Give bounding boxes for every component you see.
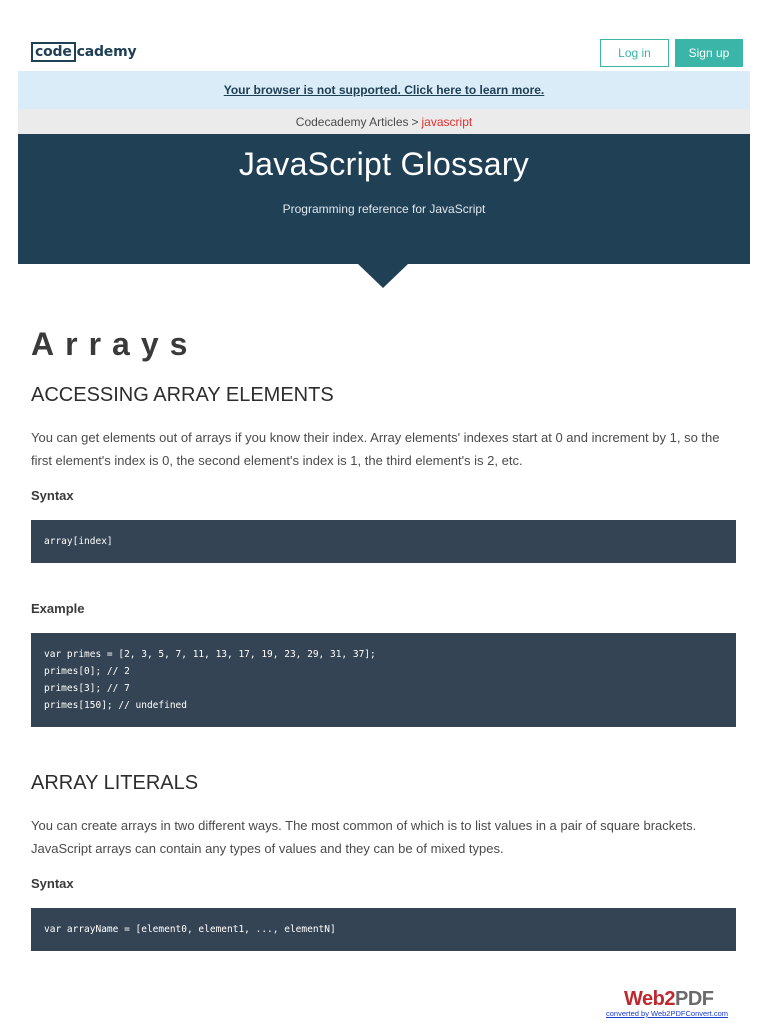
hero-arrow-decoration xyxy=(358,264,408,288)
web2pdf-logo xyxy=(624,988,713,1011)
code-line: primes[3]; // 7 xyxy=(44,683,130,694)
logo-rest-text: cademy xyxy=(76,43,137,60)
code-line: var arrayName = [element0, element1, ..., elementN] xyxy=(44,924,336,935)
code-line: array[index] xyxy=(44,536,113,547)
web2pdf-logo-main: Web2 xyxy=(624,988,675,1010)
breadcrumb-separator: > xyxy=(411,114,419,129)
web2pdf-watermark xyxy=(604,988,740,1020)
top-bar xyxy=(0,0,768,71)
hero-title: JavaScript Glossary xyxy=(238,146,530,182)
signup-button[interactable]: Sign up xyxy=(675,39,743,67)
section-title-literals: ARRAY LITERALS xyxy=(31,772,199,794)
example-label-accessing: Example xyxy=(31,601,85,616)
section-paragraph-accessing: You can get elements out of arrays if you know their index. Array elements' indexes start at 0 and increment by 1, so the first element's index is 0, the second element's index is 1, the third element's is 2, etc. xyxy=(31,430,720,468)
code-block-syntax-literals xyxy=(31,908,736,951)
code-line: var primes = [2, 3, 5, 7, 11, 13, 17, 19, 23, 29, 31, 37]; xyxy=(44,649,376,660)
article-content xyxy=(31,322,736,951)
syntax-label-accessing: Syntax xyxy=(31,488,74,503)
logo-boxed-text: code xyxy=(31,42,76,62)
hero-banner xyxy=(18,134,750,264)
browser-notice-banner xyxy=(18,71,750,109)
code-block-syntax-accessing xyxy=(31,520,736,563)
web2pdf-logo-pdf: PDF xyxy=(674,988,714,1010)
code-line: primes[150]; // undefined xyxy=(44,700,187,711)
login-button[interactable]: Log in xyxy=(600,39,669,67)
article-heading: Arrays xyxy=(31,326,199,362)
section-paragraph-literals: You can create arrays in two different ways. The most common of which is to list values in a pair of square brackets. JavaScript arrays can contain any types of values and they can be of mixed types. xyxy=(31,818,697,856)
code-block-example-accessing xyxy=(31,633,736,727)
breadcrumb-current-link[interactable]: javascript xyxy=(421,114,473,129)
section-title-accessing: ACCESSING ARRAY ELEMENTS xyxy=(31,384,334,406)
breadcrumb xyxy=(18,109,750,134)
syntax-label-literals: Syntax xyxy=(31,876,74,891)
code-line: primes[0]; // 2 xyxy=(44,666,130,677)
breadcrumb-parent-link[interactable]: Codecademy Articles xyxy=(295,114,409,129)
codecademy-logo[interactable] xyxy=(31,41,136,62)
web2pdf-link[interactable]: converted by Web2PDFConvert.com xyxy=(606,1009,728,1018)
hero-subtitle: Programming reference for JavaScript xyxy=(282,202,486,216)
browser-notice-link[interactable]: Your browser is not supported. Click here to learn more. xyxy=(223,83,545,97)
